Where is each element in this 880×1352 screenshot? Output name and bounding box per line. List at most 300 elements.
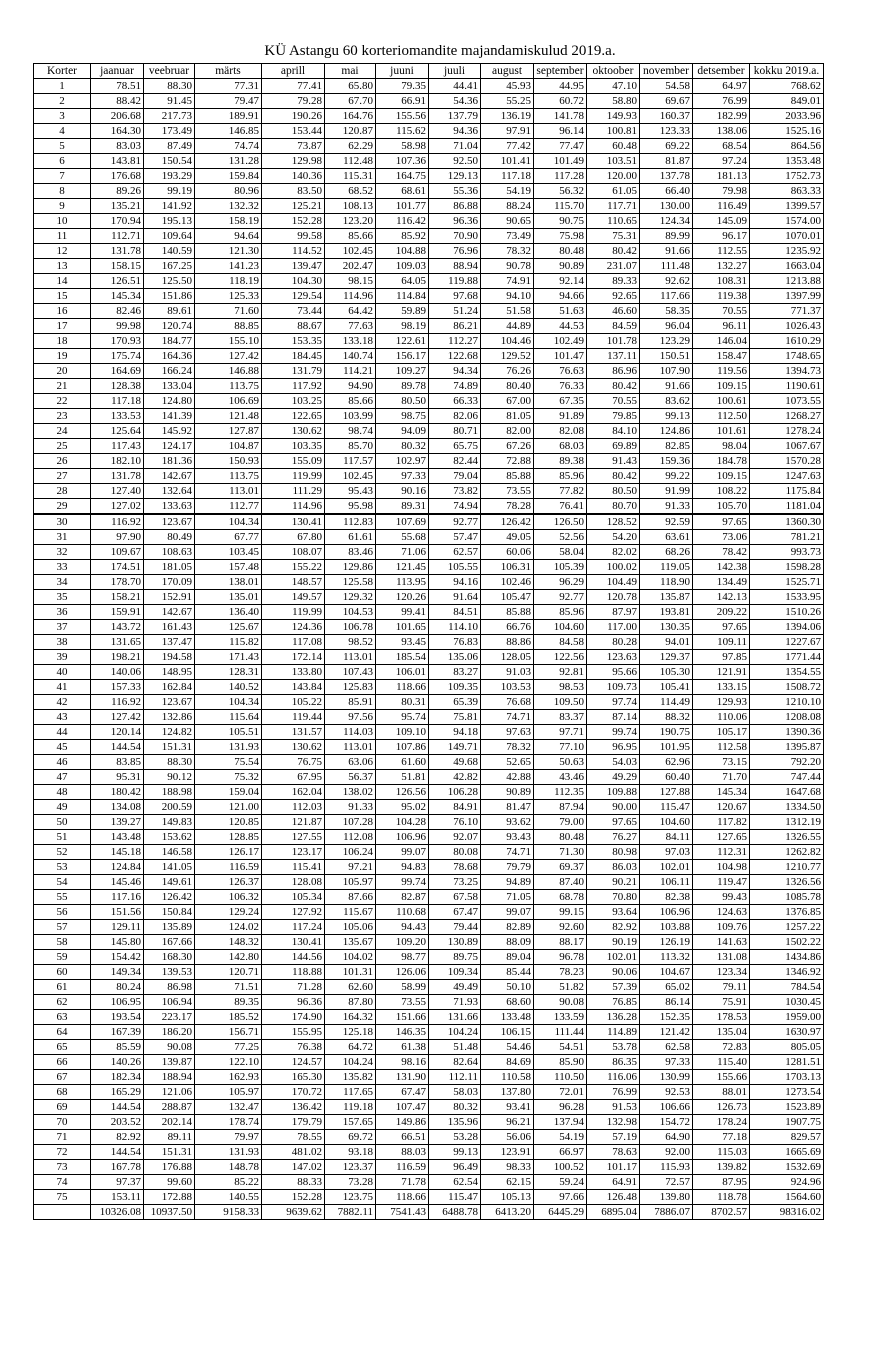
- amount-cell: 135.82: [325, 1070, 376, 1085]
- apartment-number-cell: 60: [34, 965, 91, 980]
- amount-cell: 130.41: [262, 935, 325, 950]
- amount-cell: 94.89: [481, 875, 534, 890]
- amount-cell: 198.21: [91, 650, 144, 665]
- table-row: [34, 169, 824, 184]
- amount-cell: 78.28: [481, 499, 534, 515]
- amount-cell: 85.66: [325, 394, 376, 409]
- amount-cell: 74.74: [195, 139, 262, 154]
- table-row: [34, 109, 824, 124]
- amount-cell: 164.75: [376, 169, 429, 184]
- amount-cell: 133.18: [325, 334, 376, 349]
- amount-cell: 104.60: [640, 815, 693, 830]
- amount-cell: 145.09: [693, 214, 750, 229]
- amount-cell: 62.96: [640, 755, 693, 770]
- amount-cell: 86.96: [587, 364, 640, 379]
- amount-cell: 90.06: [587, 965, 640, 980]
- amount-cell: 781.21: [750, 530, 824, 545]
- table-row: [34, 304, 824, 319]
- amount-cell: 88.86: [481, 635, 534, 650]
- amount-cell: 79.11: [693, 980, 750, 995]
- amount-cell: 91.33: [325, 800, 376, 815]
- amount-cell: 96.29: [534, 575, 587, 590]
- apartment-number-cell: 63: [34, 1010, 91, 1025]
- amount-cell: 92.81: [534, 665, 587, 680]
- amount-cell: 139.82: [693, 1160, 750, 1175]
- amount-cell: 76.68: [481, 695, 534, 710]
- amount-cell: 155.95: [262, 1025, 325, 1040]
- amount-cell: 124.36: [262, 620, 325, 635]
- amount-cell: 167.78: [91, 1160, 144, 1175]
- amount-cell: 117.24: [262, 920, 325, 935]
- amount-cell: 135.87: [640, 590, 693, 605]
- amount-cell: 79.47: [195, 94, 262, 109]
- amount-cell: 67.77: [195, 530, 262, 545]
- amount-cell: 64.97: [693, 79, 750, 94]
- amount-cell: 83.03: [91, 139, 144, 154]
- amount-cell: 73.44: [262, 304, 325, 319]
- apartment-number-cell: 42: [34, 695, 91, 710]
- amount-cell: 90.12: [144, 770, 195, 785]
- amount-cell: 112.31: [693, 845, 750, 860]
- amount-cell: 93.45: [376, 635, 429, 650]
- amount-cell: 99.07: [481, 905, 534, 920]
- amount-cell: 134.49: [693, 575, 750, 590]
- amount-cell: 94.36: [429, 124, 481, 139]
- amount-cell: 125.67: [195, 620, 262, 635]
- amount-cell: 1353.48: [750, 154, 824, 169]
- amount-cell: 127.40: [91, 484, 144, 499]
- table-row: [34, 349, 824, 364]
- amount-cell: 97.37: [91, 1175, 144, 1190]
- amount-cell: 116.42: [376, 214, 429, 229]
- amount-cell: 176.88: [144, 1160, 195, 1175]
- amount-cell: 80.32: [429, 1100, 481, 1115]
- amount-cell: 46.60: [587, 304, 640, 319]
- table-row: [34, 605, 824, 620]
- amount-cell: 1175.84: [750, 484, 824, 499]
- amount-cell: 173.49: [144, 124, 195, 139]
- amount-cell: 75.54: [195, 755, 262, 770]
- amount-cell: 155.66: [693, 1070, 750, 1085]
- amount-cell: 76.41: [534, 499, 587, 515]
- amount-cell: 109.11: [693, 635, 750, 650]
- amount-cell: 44.95: [534, 79, 587, 94]
- amount-cell: 195.13: [144, 214, 195, 229]
- amount-cell: 103.88: [640, 920, 693, 935]
- amount-cell: 154.72: [640, 1115, 693, 1130]
- amount-cell: 78.42: [693, 545, 750, 560]
- amount-cell: 99.13: [640, 409, 693, 424]
- amount-cell: 96.04: [640, 319, 693, 334]
- amount-cell: 181.36: [144, 454, 195, 469]
- amount-cell: 85.66: [325, 229, 376, 244]
- amount-cell: 137.78: [640, 169, 693, 184]
- amount-cell: 130.99: [640, 1070, 693, 1085]
- amount-cell: 1598.28: [750, 560, 824, 575]
- amount-cell: 128.08: [262, 875, 325, 890]
- amount-cell: 99.15: [534, 905, 587, 920]
- column-header: jaanuar: [91, 64, 144, 79]
- apartment-number-cell: 66: [34, 1055, 91, 1070]
- apartment-number-cell: 54: [34, 875, 91, 890]
- amount-cell: 84.11: [640, 830, 693, 845]
- amount-cell: 139.87: [144, 1055, 195, 1070]
- amount-cell: 54.36: [429, 94, 481, 109]
- amount-cell: 113.01: [195, 484, 262, 499]
- expenses-table: [33, 63, 824, 1220]
- amount-cell: 104.28: [376, 815, 429, 830]
- amount-cell: 129.37: [640, 650, 693, 665]
- amount-cell: 1070.01: [750, 229, 824, 244]
- amount-cell: 99.74: [376, 875, 429, 890]
- amount-cell: 124.17: [144, 439, 195, 454]
- amount-cell: 124.84: [91, 860, 144, 875]
- amount-cell: 56.06: [481, 1130, 534, 1145]
- amount-cell: 160.37: [640, 109, 693, 124]
- amount-cell: 118.78: [693, 1190, 750, 1205]
- amount-cell: 158.21: [91, 590, 144, 605]
- amount-cell: 146.04: [693, 334, 750, 349]
- amount-cell: 88.32: [640, 710, 693, 725]
- amount-cell: 75.31: [587, 229, 640, 244]
- amount-cell: 116.92: [91, 695, 144, 710]
- amount-cell: 86.03: [587, 860, 640, 875]
- amount-cell: 117.43: [91, 439, 144, 454]
- amount-cell: 64.72: [325, 1040, 376, 1055]
- amount-cell: 78.63: [587, 1145, 640, 1160]
- amount-cell: 170.94: [91, 214, 144, 229]
- amount-cell: 84.58: [534, 635, 587, 650]
- amount-cell: 74.71: [481, 845, 534, 860]
- amount-cell: 93.41: [481, 1100, 534, 1115]
- amount-cell: 137.47: [144, 635, 195, 650]
- amount-cell: 96.14: [534, 124, 587, 139]
- amount-cell: 68.78: [534, 890, 587, 905]
- amount-cell: 133.59: [534, 1010, 587, 1025]
- amount-cell: 151.86: [144, 289, 195, 304]
- amount-cell: 66.76: [481, 620, 534, 635]
- amount-cell: 82.06: [429, 409, 481, 424]
- amount-cell: 64.42: [325, 304, 376, 319]
- amount-cell: 88.67: [262, 319, 325, 334]
- amount-cell: 85.22: [195, 1175, 262, 1190]
- apartment-number-cell: 38: [34, 635, 91, 650]
- apartment-number-cell: 70: [34, 1115, 91, 1130]
- amount-cell: 73.82: [429, 484, 481, 499]
- amount-cell: 176.68: [91, 169, 144, 184]
- amount-cell: 146.35: [376, 1025, 429, 1040]
- amount-cell: 165.30: [262, 1070, 325, 1085]
- amount-cell: 133.48: [481, 1010, 534, 1025]
- amount-cell: 55.25: [481, 94, 534, 109]
- amount-cell: 104.53: [325, 605, 376, 620]
- amount-cell: 89.35: [195, 995, 262, 1010]
- amount-cell: 104.46: [481, 334, 534, 349]
- amount-cell: 133.53: [91, 409, 144, 424]
- amount-cell: 120.00: [587, 169, 640, 184]
- amount-cell: 150.84: [144, 905, 195, 920]
- amount-cell: 94.09: [376, 424, 429, 439]
- amount-cell: 158.15: [91, 259, 144, 274]
- amount-cell: 144.54: [91, 740, 144, 755]
- amount-cell: 112.03: [262, 800, 325, 815]
- amount-cell: 121.48: [195, 409, 262, 424]
- amount-cell: 109.88: [587, 785, 640, 800]
- amount-cell: 94.34: [429, 364, 481, 379]
- amount-cell: 67.35: [534, 394, 587, 409]
- amount-cell: 115.41: [262, 860, 325, 875]
- amount-cell: 1208.08: [750, 710, 824, 725]
- amount-cell: 142.38: [693, 560, 750, 575]
- amount-cell: 80.08: [429, 845, 481, 860]
- amount-cell: 88.85: [195, 319, 262, 334]
- apartment-number-cell: 2: [34, 94, 91, 109]
- table-row: [34, 319, 824, 334]
- amount-cell: 58.04: [534, 545, 587, 560]
- amount-cell: 132.27: [693, 259, 750, 274]
- apartment-number-cell: 37: [34, 620, 91, 635]
- table-body: [34, 79, 824, 1220]
- amount-cell: 76.33: [534, 379, 587, 394]
- amount-cell: 73.49: [481, 229, 534, 244]
- amount-cell: 107.69: [376, 514, 429, 530]
- amount-cell: 166.24: [144, 364, 195, 379]
- amount-cell: 50.63: [534, 755, 587, 770]
- table-row: [34, 79, 824, 94]
- amount-cell: 104.30: [262, 274, 325, 289]
- amount-cell: 104.67: [640, 965, 693, 980]
- amount-cell: 73.28: [325, 1175, 376, 1190]
- table-row: [34, 1145, 824, 1160]
- apartment-number-cell: 55: [34, 890, 91, 905]
- amount-cell: 92.14: [534, 274, 587, 289]
- amount-cell: 111.44: [534, 1025, 587, 1040]
- amount-cell: 93.43: [481, 830, 534, 845]
- amount-cell: 80.98: [587, 845, 640, 860]
- amount-cell: 150.54: [144, 154, 195, 169]
- amount-cell: 92.60: [534, 920, 587, 935]
- amount-cell: 1525.16: [750, 124, 824, 139]
- amount-cell: 133.04: [144, 379, 195, 394]
- amount-cell: 1665.69: [750, 1145, 824, 1160]
- amount-cell: 145.34: [693, 785, 750, 800]
- amount-cell: 68.52: [325, 184, 376, 199]
- amount-cell: 44.41: [429, 79, 481, 94]
- amount-cell: 57.19: [587, 1130, 640, 1145]
- amount-cell: 99.58: [262, 229, 325, 244]
- amount-cell: 67.47: [429, 905, 481, 920]
- amount-cell: 92.77: [429, 514, 481, 530]
- amount-cell: 118.19: [195, 274, 262, 289]
- amount-cell: 126.56: [376, 785, 429, 800]
- amount-cell: 120.71: [195, 965, 262, 980]
- amount-cell: 132.64: [144, 484, 195, 499]
- amount-cell: 80.31: [376, 695, 429, 710]
- amount-cell: 104.34: [195, 514, 262, 530]
- amount-cell: 90.00: [587, 800, 640, 815]
- amount-cell: 80.48: [534, 244, 587, 259]
- apartment-number-cell: 7: [34, 169, 91, 184]
- amount-cell: 116.59: [376, 1160, 429, 1175]
- amount-cell: 93.18: [325, 1145, 376, 1160]
- table-row: [34, 1055, 824, 1070]
- amount-cell: 146.58: [144, 845, 195, 860]
- table-row: [34, 94, 824, 109]
- amount-cell: 137.94: [534, 1115, 587, 1130]
- amount-cell: 102.97: [376, 454, 429, 469]
- amount-cell: 80.96: [195, 184, 262, 199]
- amount-cell: 98.74: [325, 424, 376, 439]
- amount-cell: 153.62: [144, 830, 195, 845]
- amount-cell: 109.64: [144, 229, 195, 244]
- amount-cell: 97.65: [693, 620, 750, 635]
- amount-cell: 79.04: [429, 469, 481, 484]
- amount-cell: 68.60: [481, 995, 534, 1010]
- amount-cell: 86.21: [429, 319, 481, 334]
- amount-cell: 97.24: [693, 154, 750, 169]
- table-row: [34, 575, 824, 590]
- amount-cell: 1647.68: [750, 785, 824, 800]
- amount-cell: 829.57: [750, 1130, 824, 1145]
- table-row: [34, 139, 824, 154]
- amount-cell: 190.26: [262, 109, 325, 124]
- amount-cell: 114.89: [587, 1025, 640, 1040]
- amount-cell: 82.64: [429, 1055, 481, 1070]
- amount-cell: 149.71: [429, 740, 481, 755]
- table-row: [34, 755, 824, 770]
- total-cell: 6488.78: [429, 1205, 481, 1220]
- amount-cell: 49.05: [481, 530, 534, 545]
- amount-cell: 89.26: [91, 184, 144, 199]
- amount-cell: 122.65: [262, 409, 325, 424]
- amount-cell: 66.40: [640, 184, 693, 199]
- amount-cell: 71.06: [376, 545, 429, 560]
- amount-cell: 124.80: [144, 394, 195, 409]
- amount-cell: 145.80: [91, 935, 144, 950]
- amount-cell: 97.21: [325, 860, 376, 875]
- amount-cell: 165.29: [91, 1085, 144, 1100]
- amount-cell: 61.60: [376, 755, 429, 770]
- amount-cell: 143.72: [91, 620, 144, 635]
- amount-cell: 81.47: [481, 800, 534, 815]
- amount-cell: 125.64: [91, 424, 144, 439]
- amount-cell: 49.68: [429, 755, 481, 770]
- amount-cell: 88.01: [693, 1085, 750, 1100]
- amount-cell: 131.57: [262, 725, 325, 740]
- amount-cell: 77.63: [325, 319, 376, 334]
- amount-cell: 120.87: [325, 124, 376, 139]
- amount-cell: 131.65: [91, 635, 144, 650]
- amount-cell: 125.83: [325, 680, 376, 695]
- table-row: [34, 845, 824, 860]
- amount-cell: 79.00: [534, 815, 587, 830]
- amount-cell: 97.90: [91, 530, 144, 545]
- amount-cell: 47.10: [587, 79, 640, 94]
- amount-cell: 113.75: [195, 469, 262, 484]
- amount-cell: 72.88: [481, 454, 534, 469]
- amount-cell: 153.11: [91, 1190, 144, 1205]
- table-row: [34, 680, 824, 695]
- amount-cell: 288.87: [144, 1100, 195, 1115]
- amount-cell: 127.88: [640, 785, 693, 800]
- amount-cell: 131.79: [262, 364, 325, 379]
- amount-cell: 101.65: [376, 620, 429, 635]
- amount-cell: 142.13: [693, 590, 750, 605]
- amount-cell: 115.03: [693, 1145, 750, 1160]
- amount-cell: 481.02: [262, 1145, 325, 1160]
- amount-cell: 67.70: [325, 94, 376, 109]
- amount-cell: 185.52: [195, 1010, 262, 1025]
- amount-cell: 90.89: [481, 785, 534, 800]
- amount-cell: 76.38: [262, 1040, 325, 1055]
- amount-cell: 97.85: [693, 650, 750, 665]
- apartment-number-cell: 32: [34, 545, 91, 560]
- table-row: [34, 1175, 824, 1190]
- amount-cell: 62.54: [429, 1175, 481, 1190]
- amount-cell: 102.01: [640, 860, 693, 875]
- amount-cell: 130.62: [262, 740, 325, 755]
- amount-cell: 114.03: [325, 725, 376, 740]
- amount-cell: 121.30: [195, 244, 262, 259]
- amount-cell: 159.36: [640, 454, 693, 469]
- amount-cell: 77.25: [195, 1040, 262, 1055]
- amount-cell: 116.92: [91, 514, 144, 530]
- amount-cell: 83.62: [640, 394, 693, 409]
- amount-cell: 76.75: [262, 755, 325, 770]
- apartment-number-cell: 35: [34, 590, 91, 605]
- amount-cell: 127.42: [91, 710, 144, 725]
- amount-cell: 121.45: [376, 560, 429, 575]
- amount-cell: 124.86: [640, 424, 693, 439]
- table-row: [34, 1190, 824, 1205]
- amount-cell: 123.67: [144, 514, 195, 530]
- amount-cell: 126.17: [195, 845, 262, 860]
- table-row: [34, 154, 824, 169]
- amount-cell: 112.27: [429, 334, 481, 349]
- table-row: [34, 890, 824, 905]
- amount-cell: 126.37: [195, 875, 262, 890]
- amount-cell: 1262.82: [750, 845, 824, 860]
- apartment-number-cell: 9: [34, 199, 91, 214]
- amount-cell: 193.54: [91, 1010, 144, 1025]
- amount-cell: 54.58: [640, 79, 693, 94]
- table-row: [34, 860, 824, 875]
- amount-cell: 113.32: [640, 950, 693, 965]
- amount-cell: 115.62: [376, 124, 429, 139]
- amount-cell: 84.59: [587, 319, 640, 334]
- amount-cell: 171.43: [195, 650, 262, 665]
- amount-cell: 75.32: [195, 770, 262, 785]
- amount-cell: 124.34: [640, 214, 693, 229]
- amount-cell: 78.55: [262, 1130, 325, 1145]
- amount-cell: 79.98: [693, 184, 750, 199]
- table-row: [34, 785, 824, 800]
- amount-cell: 126.48: [587, 1190, 640, 1205]
- amount-cell: 1510.26: [750, 605, 824, 620]
- table-row: [34, 469, 824, 484]
- amount-cell: 114.84: [376, 289, 429, 304]
- amount-cell: 144.54: [91, 1145, 144, 1160]
- amount-cell: 1181.04: [750, 499, 824, 515]
- amount-cell: 115.31: [325, 169, 376, 184]
- amount-cell: 190.75: [640, 725, 693, 740]
- amount-cell: 89.99: [640, 229, 693, 244]
- amount-cell: 118.90: [640, 575, 693, 590]
- amount-cell: 178.70: [91, 575, 144, 590]
- amount-cell: 79.28: [262, 94, 325, 109]
- table-row: [34, 875, 824, 890]
- amount-cell: 1508.72: [750, 680, 824, 695]
